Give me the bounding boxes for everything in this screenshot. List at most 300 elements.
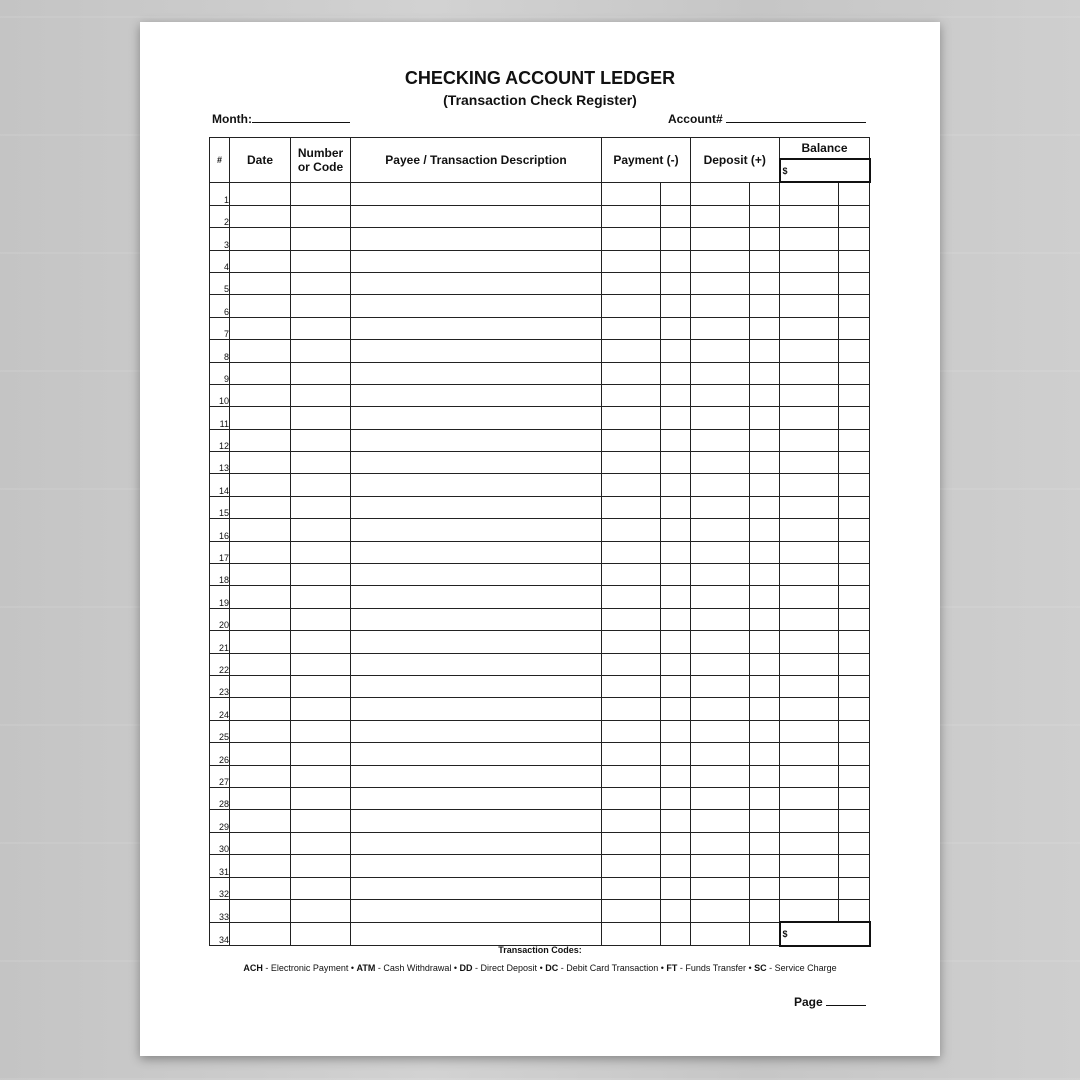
payee-cell[interactable] [351, 653, 602, 675]
payee-cell[interactable] [351, 608, 602, 630]
deposit-cents-cell[interactable] [750, 295, 780, 317]
code-cell[interactable] [291, 205, 351, 227]
payee-cell[interactable] [351, 429, 602, 451]
balance-cents-cell[interactable] [839, 340, 870, 362]
month-field[interactable] [212, 110, 350, 126]
payee-cell[interactable] [351, 877, 602, 899]
balance-cents-cell[interactable] [839, 832, 870, 854]
balance-dollars-cell[interactable] [780, 586, 839, 608]
payment-dollars-cell[interactable] [602, 519, 661, 541]
payee-cell[interactable] [351, 720, 602, 742]
deposit-dollars-cell[interactable] [691, 272, 750, 294]
payment-cents-cell[interactable] [661, 250, 691, 272]
code-cell[interactable] [291, 877, 351, 899]
balance-dollars-cell[interactable] [780, 698, 839, 720]
balance-dollars-cell[interactable] [780, 675, 839, 697]
balance-cents-cell[interactable] [839, 272, 870, 294]
payee-cell[interactable] [351, 474, 602, 496]
payment-cents-cell[interactable] [661, 519, 691, 541]
payment-cents-cell[interactable] [661, 541, 691, 563]
deposit-cents-cell[interactable] [750, 922, 780, 945]
deposit-dollars-cell[interactable] [691, 228, 750, 250]
balance-dollars-cell[interactable] [780, 250, 839, 272]
deposit-dollars-cell[interactable] [691, 877, 750, 899]
payee-cell[interactable] [351, 384, 602, 406]
deposit-dollars-cell[interactable] [691, 317, 750, 339]
balance-cents-cell[interactable] [839, 250, 870, 272]
payment-cents-cell[interactable] [661, 295, 691, 317]
date-cell[interactable] [230, 787, 291, 809]
payment-cents-cell[interactable] [661, 675, 691, 697]
payee-cell[interactable] [351, 452, 602, 474]
balance-cents-cell[interactable] [839, 295, 870, 317]
payment-dollars-cell[interactable] [602, 429, 661, 451]
code-cell[interactable] [291, 250, 351, 272]
balance-cents-cell[interactable] [839, 720, 870, 742]
payee-cell[interactable] [351, 228, 602, 250]
deposit-cents-cell[interactable] [750, 519, 780, 541]
deposit-cents-cell[interactable] [750, 228, 780, 250]
deposit-dollars-cell[interactable] [691, 519, 750, 541]
balance-cents-cell[interactable] [839, 407, 870, 429]
balance-cents-cell[interactable] [839, 474, 870, 496]
deposit-cents-cell[interactable] [750, 250, 780, 272]
date-cell[interactable] [230, 765, 291, 787]
payment-dollars-cell[interactable] [602, 832, 661, 854]
payment-dollars-cell[interactable] [602, 698, 661, 720]
payment-dollars-cell[interactable] [602, 608, 661, 630]
date-cell[interactable] [230, 899, 291, 922]
deposit-cents-cell[interactable] [750, 407, 780, 429]
deposit-cents-cell[interactable] [750, 631, 780, 653]
deposit-cents-cell[interactable] [750, 855, 780, 877]
balance-cents-cell[interactable] [839, 877, 870, 899]
deposit-dollars-cell[interactable] [691, 899, 750, 922]
payment-cents-cell[interactable] [661, 272, 691, 294]
balance-dollars-cell[interactable] [780, 810, 839, 832]
date-cell[interactable] [230, 182, 291, 205]
payment-cents-cell[interactable] [661, 474, 691, 496]
date-cell[interactable] [230, 675, 291, 697]
deposit-cents-cell[interactable] [750, 272, 780, 294]
balance-dollars-cell[interactable] [780, 182, 839, 205]
deposit-cents-cell[interactable] [750, 474, 780, 496]
payee-cell[interactable] [351, 205, 602, 227]
balance-start-cell[interactable]: $ [780, 159, 870, 182]
code-cell[interactable] [291, 317, 351, 339]
deposit-dollars-cell[interactable] [691, 631, 750, 653]
payment-cents-cell[interactable] [661, 832, 691, 854]
date-cell[interactable] [230, 362, 291, 384]
code-cell[interactable] [291, 564, 351, 586]
balance-cents-cell[interactable] [839, 586, 870, 608]
code-cell[interactable] [291, 608, 351, 630]
code-cell[interactable] [291, 631, 351, 653]
date-cell[interactable] [230, 407, 291, 429]
code-cell[interactable] [291, 272, 351, 294]
date-cell[interactable] [230, 384, 291, 406]
balance-dollars-cell[interactable] [780, 765, 839, 787]
balance-dollars-cell[interactable] [780, 877, 839, 899]
payment-cents-cell[interactable] [661, 205, 691, 227]
payment-cents-cell[interactable] [661, 228, 691, 250]
balance-cents-cell[interactable] [839, 205, 870, 227]
code-cell[interactable] [291, 855, 351, 877]
code-cell[interactable] [291, 407, 351, 429]
deposit-dollars-cell[interactable] [691, 182, 750, 205]
code-cell[interactable] [291, 384, 351, 406]
code-cell[interactable] [291, 653, 351, 675]
balance-cents-cell[interactable] [839, 564, 870, 586]
deposit-cents-cell[interactable] [750, 743, 780, 765]
payment-cents-cell[interactable] [661, 810, 691, 832]
deposit-cents-cell[interactable] [750, 496, 780, 518]
account-blank-line[interactable] [726, 110, 866, 123]
deposit-dollars-cell[interactable] [691, 743, 750, 765]
date-cell[interactable] [230, 608, 291, 630]
payee-cell[interactable] [351, 182, 602, 205]
payee-cell[interactable] [351, 496, 602, 518]
code-cell[interactable] [291, 899, 351, 922]
deposit-dollars-cell[interactable] [691, 205, 750, 227]
code-cell[interactable] [291, 340, 351, 362]
balance-cents-cell[interactable] [839, 608, 870, 630]
date-cell[interactable] [230, 631, 291, 653]
deposit-dollars-cell[interactable] [691, 765, 750, 787]
deposit-dollars-cell[interactable] [691, 855, 750, 877]
payment-dollars-cell[interactable] [602, 496, 661, 518]
payment-cents-cell[interactable] [661, 855, 691, 877]
page-number-field[interactable] [794, 993, 866, 1009]
code-cell[interactable] [291, 452, 351, 474]
date-cell[interactable] [230, 340, 291, 362]
code-cell[interactable] [291, 675, 351, 697]
payment-dollars-cell[interactable] [602, 787, 661, 809]
balance-cents-cell[interactable] [839, 496, 870, 518]
date-cell[interactable] [230, 474, 291, 496]
balance-cents-cell[interactable] [839, 787, 870, 809]
payment-cents-cell[interactable] [661, 340, 691, 362]
deposit-cents-cell[interactable] [750, 810, 780, 832]
deposit-cents-cell[interactable] [750, 564, 780, 586]
balance-cents-cell[interactable] [839, 899, 870, 922]
payee-cell[interactable] [351, 564, 602, 586]
payment-dollars-cell[interactable] [602, 675, 661, 697]
payment-cents-cell[interactable] [661, 877, 691, 899]
payment-cents-cell[interactable] [661, 384, 691, 406]
code-cell[interactable] [291, 496, 351, 518]
payment-dollars-cell[interactable] [602, 877, 661, 899]
balance-cents-cell[interactable] [839, 384, 870, 406]
code-cell[interactable] [291, 228, 351, 250]
payment-dollars-cell[interactable] [602, 340, 661, 362]
date-cell[interactable] [230, 877, 291, 899]
code-cell[interactable] [291, 586, 351, 608]
date-cell[interactable] [230, 832, 291, 854]
balance-cents-cell[interactable] [839, 810, 870, 832]
payee-cell[interactable] [351, 541, 602, 563]
deposit-cents-cell[interactable] [750, 787, 780, 809]
balance-dollars-cell[interactable] [780, 653, 839, 675]
deposit-cents-cell[interactable] [750, 384, 780, 406]
balance-dollars-cell[interactable] [780, 519, 839, 541]
deposit-cents-cell[interactable] [750, 452, 780, 474]
balance-dollars-cell[interactable] [780, 787, 839, 809]
payment-cents-cell[interactable] [661, 899, 691, 922]
deposit-dollars-cell[interactable] [691, 720, 750, 742]
balance-cents-cell[interactable] [839, 541, 870, 563]
payee-cell[interactable] [351, 787, 602, 809]
deposit-dollars-cell[interactable] [691, 675, 750, 697]
payee-cell[interactable] [351, 810, 602, 832]
date-cell[interactable] [230, 317, 291, 339]
payment-dollars-cell[interactable] [602, 653, 661, 675]
payee-cell[interactable] [351, 407, 602, 429]
balance-dollars-cell[interactable] [780, 228, 839, 250]
deposit-dollars-cell[interactable] [691, 452, 750, 474]
deposit-dollars-cell[interactable] [691, 922, 750, 945]
deposit-dollars-cell[interactable] [691, 832, 750, 854]
deposit-cents-cell[interactable] [750, 340, 780, 362]
balance-dollars-cell[interactable] [780, 295, 839, 317]
deposit-dollars-cell[interactable] [691, 340, 750, 362]
payee-cell[interactable] [351, 362, 602, 384]
payment-dollars-cell[interactable] [602, 474, 661, 496]
balance-end-cell[interactable]: $ [780, 922, 870, 945]
balance-dollars-cell[interactable] [780, 362, 839, 384]
balance-dollars-cell[interactable] [780, 899, 839, 922]
deposit-cents-cell[interactable] [750, 765, 780, 787]
deposit-dollars-cell[interactable] [691, 250, 750, 272]
date-cell[interactable] [230, 541, 291, 563]
payment-dollars-cell[interactable] [602, 855, 661, 877]
balance-dollars-cell[interactable] [780, 340, 839, 362]
payee-cell[interactable] [351, 922, 602, 945]
payee-cell[interactable] [351, 743, 602, 765]
date-cell[interactable] [230, 429, 291, 451]
payment-dollars-cell[interactable] [602, 922, 661, 945]
balance-cents-cell[interactable] [839, 519, 870, 541]
deposit-cents-cell[interactable] [750, 653, 780, 675]
deposit-dollars-cell[interactable] [691, 407, 750, 429]
payee-cell[interactable] [351, 272, 602, 294]
deposit-cents-cell[interactable] [750, 899, 780, 922]
payment-dollars-cell[interactable] [602, 228, 661, 250]
deposit-cents-cell[interactable] [750, 362, 780, 384]
deposit-dollars-cell[interactable] [691, 384, 750, 406]
deposit-dollars-cell[interactable] [691, 810, 750, 832]
date-cell[interactable] [230, 922, 291, 945]
balance-dollars-cell[interactable] [780, 384, 839, 406]
balance-cents-cell[interactable] [839, 675, 870, 697]
date-cell[interactable] [230, 295, 291, 317]
deposit-dollars-cell[interactable] [691, 429, 750, 451]
deposit-dollars-cell[interactable] [691, 608, 750, 630]
balance-cents-cell[interactable] [839, 765, 870, 787]
date-cell[interactable] [230, 250, 291, 272]
payee-cell[interactable] [351, 295, 602, 317]
deposit-dollars-cell[interactable] [691, 362, 750, 384]
payment-cents-cell[interactable] [661, 631, 691, 653]
payment-dollars-cell[interactable] [602, 250, 661, 272]
payment-dollars-cell[interactable] [602, 564, 661, 586]
deposit-cents-cell[interactable] [750, 586, 780, 608]
deposit-cents-cell[interactable] [750, 720, 780, 742]
payment-cents-cell[interactable] [661, 698, 691, 720]
balance-dollars-cell[interactable] [780, 205, 839, 227]
deposit-cents-cell[interactable] [750, 541, 780, 563]
balance-dollars-cell[interactable] [780, 429, 839, 451]
payment-cents-cell[interactable] [661, 407, 691, 429]
payment-cents-cell[interactable] [661, 586, 691, 608]
payment-dollars-cell[interactable] [602, 541, 661, 563]
payee-cell[interactable] [351, 698, 602, 720]
code-cell[interactable] [291, 362, 351, 384]
date-cell[interactable] [230, 855, 291, 877]
month-blank-line[interactable] [252, 110, 350, 123]
deposit-dollars-cell[interactable] [691, 586, 750, 608]
payment-dollars-cell[interactable] [602, 810, 661, 832]
payee-cell[interactable] [351, 832, 602, 854]
payment-cents-cell[interactable] [661, 787, 691, 809]
balance-dollars-cell[interactable] [780, 631, 839, 653]
balance-cents-cell[interactable] [839, 317, 870, 339]
payment-dollars-cell[interactable] [602, 631, 661, 653]
payment-cents-cell[interactable] [661, 653, 691, 675]
date-cell[interactable] [230, 653, 291, 675]
code-cell[interactable] [291, 810, 351, 832]
balance-dollars-cell[interactable] [780, 452, 839, 474]
code-cell[interactable] [291, 295, 351, 317]
payment-dollars-cell[interactable] [602, 743, 661, 765]
balance-cents-cell[interactable] [839, 228, 870, 250]
payee-cell[interactable] [351, 317, 602, 339]
balance-dollars-cell[interactable] [780, 608, 839, 630]
payment-dollars-cell[interactable] [602, 362, 661, 384]
payment-cents-cell[interactable] [661, 182, 691, 205]
balance-cents-cell[interactable] [839, 631, 870, 653]
payment-cents-cell[interactable] [661, 608, 691, 630]
deposit-cents-cell[interactable] [750, 698, 780, 720]
balance-dollars-cell[interactable] [780, 272, 839, 294]
payee-cell[interactable] [351, 675, 602, 697]
deposit-dollars-cell[interactable] [691, 541, 750, 563]
payee-cell[interactable] [351, 899, 602, 922]
deposit-dollars-cell[interactable] [691, 295, 750, 317]
date-cell[interactable] [230, 564, 291, 586]
code-cell[interactable] [291, 720, 351, 742]
payment-cents-cell[interactable] [661, 922, 691, 945]
date-cell[interactable] [230, 496, 291, 518]
payee-cell[interactable] [351, 586, 602, 608]
code-cell[interactable] [291, 182, 351, 205]
payee-cell[interactable] [351, 250, 602, 272]
deposit-dollars-cell[interactable] [691, 496, 750, 518]
balance-dollars-cell[interactable] [780, 855, 839, 877]
deposit-cents-cell[interactable] [750, 182, 780, 205]
date-cell[interactable] [230, 519, 291, 541]
payment-dollars-cell[interactable] [602, 452, 661, 474]
deposit-cents-cell[interactable] [750, 675, 780, 697]
code-cell[interactable] [291, 519, 351, 541]
payee-cell[interactable] [351, 631, 602, 653]
deposit-cents-cell[interactable] [750, 608, 780, 630]
date-cell[interactable] [230, 810, 291, 832]
deposit-cents-cell[interactable] [750, 429, 780, 451]
deposit-dollars-cell[interactable] [691, 787, 750, 809]
code-cell[interactable] [291, 474, 351, 496]
date-cell[interactable] [230, 272, 291, 294]
payee-cell[interactable] [351, 519, 602, 541]
deposit-dollars-cell[interactable] [691, 474, 750, 496]
deposit-cents-cell[interactable] [750, 205, 780, 227]
payee-cell[interactable] [351, 855, 602, 877]
payment-cents-cell[interactable] [661, 564, 691, 586]
payment-dollars-cell[interactable] [602, 272, 661, 294]
code-cell[interactable] [291, 832, 351, 854]
code-cell[interactable] [291, 765, 351, 787]
payment-cents-cell[interactable] [661, 720, 691, 742]
payment-dollars-cell[interactable] [602, 295, 661, 317]
deposit-dollars-cell[interactable] [691, 698, 750, 720]
payment-dollars-cell[interactable] [602, 317, 661, 339]
payment-cents-cell[interactable] [661, 765, 691, 787]
date-cell[interactable] [230, 743, 291, 765]
payment-cents-cell[interactable] [661, 452, 691, 474]
account-field[interactable] [668, 110, 866, 126]
payment-dollars-cell[interactable] [602, 205, 661, 227]
balance-cents-cell[interactable] [839, 429, 870, 451]
deposit-cents-cell[interactable] [750, 877, 780, 899]
deposit-cents-cell[interactable] [750, 832, 780, 854]
balance-dollars-cell[interactable] [780, 832, 839, 854]
balance-cents-cell[interactable] [839, 698, 870, 720]
code-cell[interactable] [291, 541, 351, 563]
balance-cents-cell[interactable] [839, 362, 870, 384]
balance-dollars-cell[interactable] [780, 496, 839, 518]
balance-cents-cell[interactable] [839, 452, 870, 474]
balance-dollars-cell[interactable] [780, 541, 839, 563]
payment-cents-cell[interactable] [661, 317, 691, 339]
payment-cents-cell[interactable] [661, 362, 691, 384]
payment-dollars-cell[interactable] [602, 765, 661, 787]
date-cell[interactable] [230, 720, 291, 742]
payment-cents-cell[interactable] [661, 429, 691, 451]
balance-cents-cell[interactable] [839, 743, 870, 765]
balance-dollars-cell[interactable] [780, 474, 839, 496]
balance-cents-cell[interactable] [839, 855, 870, 877]
payment-cents-cell[interactable] [661, 743, 691, 765]
balance-dollars-cell[interactable] [780, 720, 839, 742]
date-cell[interactable] [230, 586, 291, 608]
page-blank-line[interactable] [826, 993, 866, 1006]
balance-dollars-cell[interactable] [780, 743, 839, 765]
payment-dollars-cell[interactable] [602, 586, 661, 608]
code-cell[interactable] [291, 698, 351, 720]
date-cell[interactable] [230, 698, 291, 720]
payment-dollars-cell[interactable] [602, 720, 661, 742]
code-cell[interactable] [291, 743, 351, 765]
balance-dollars-cell[interactable] [780, 317, 839, 339]
deposit-dollars-cell[interactable] [691, 564, 750, 586]
code-cell[interactable] [291, 429, 351, 451]
code-cell[interactable] [291, 787, 351, 809]
balance-cents-cell[interactable] [839, 653, 870, 675]
payee-cell[interactable] [351, 340, 602, 362]
balance-dollars-cell[interactable] [780, 407, 839, 429]
code-cell[interactable] [291, 922, 351, 945]
balance-dollars-cell[interactable] [780, 564, 839, 586]
